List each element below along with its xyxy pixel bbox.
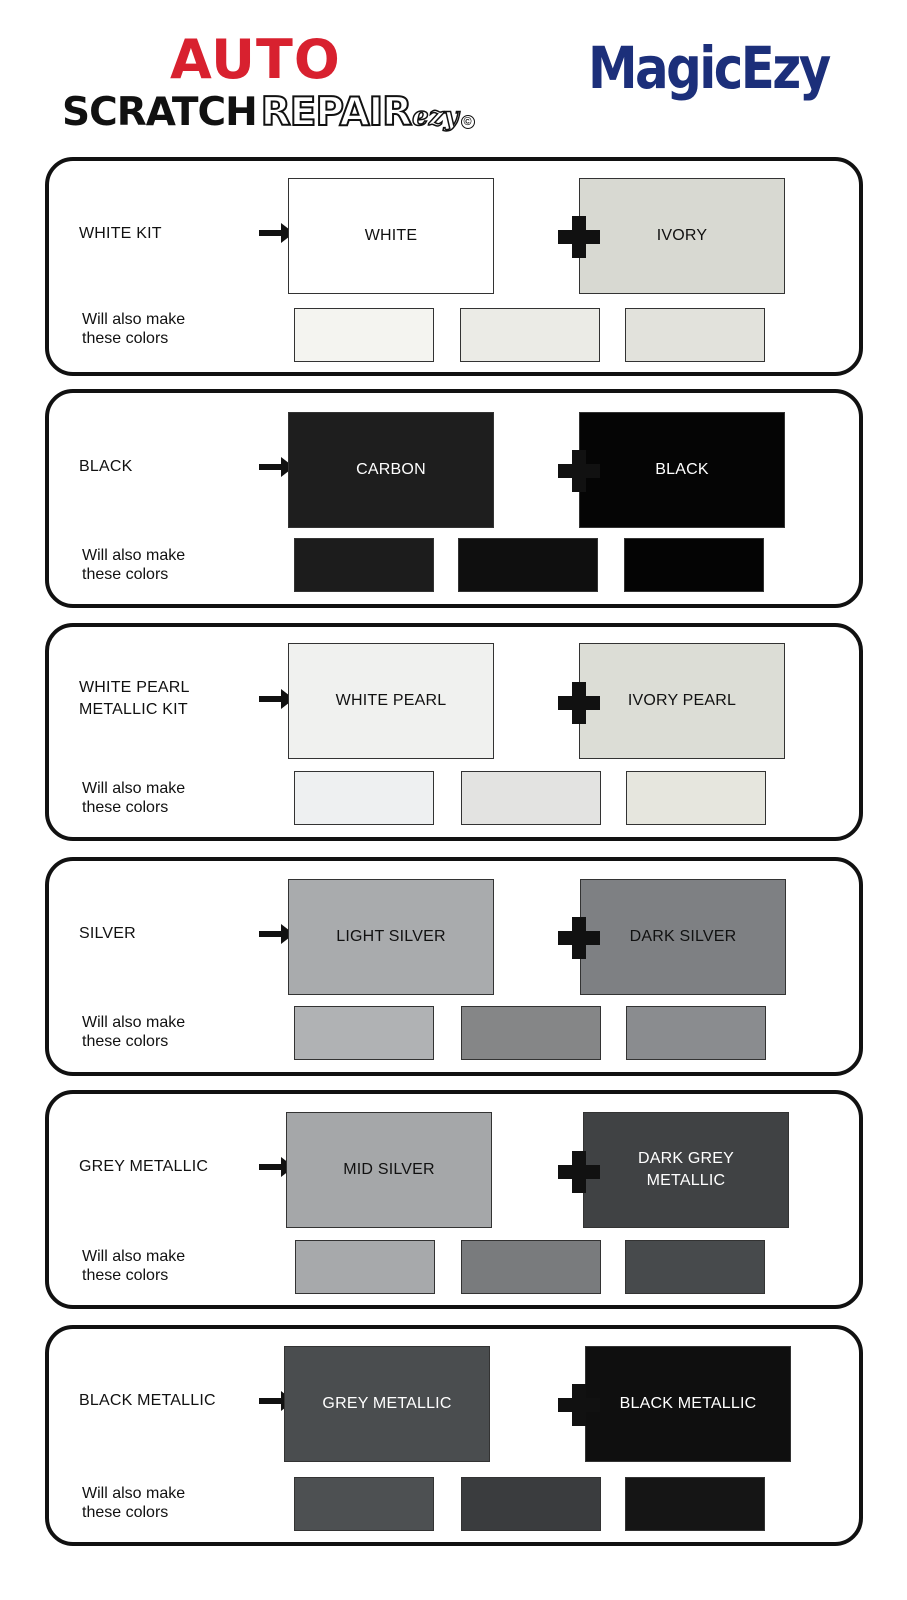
also-make-line: these colors	[82, 1267, 169, 1284]
mixed-color-swatch	[294, 308, 434, 362]
swatch-label: GREY METALLIC	[322, 1395, 452, 1412]
mixed-color-swatch	[461, 1006, 601, 1060]
brand-scratch-text: SCRATCH	[62, 90, 257, 135]
swatch-label: WHITE PEARL	[335, 692, 447, 709]
swatch-label: IVORY PEARL	[627, 692, 737, 709]
mixed-color-swatch	[461, 1240, 601, 1294]
also-make-line: these colors	[82, 566, 169, 583]
kit-panel	[45, 1090, 863, 1309]
also-make-text	[82, 1247, 185, 1285]
kit-label	[79, 1390, 216, 1412]
brand-ezy-text: ezy	[412, 102, 459, 132]
swatch-label: BLACK METALLIC	[619, 1395, 757, 1412]
mixed-color-swatch	[294, 1477, 434, 1531]
also-make-line: Will also make	[82, 311, 186, 328]
swatch-label: LIGHT SILVER	[336, 928, 446, 945]
mixed-color-swatch	[294, 1006, 434, 1060]
mixed-color-swatch	[460, 308, 600, 362]
mixed-color-swatch	[626, 1006, 766, 1060]
kit-label	[79, 923, 136, 945]
kit-label	[79, 677, 190, 721]
primary-color-swatch	[288, 178, 494, 294]
plus-icon	[558, 216, 600, 258]
brand-logo-magicezy: MagicEzy	[588, 34, 829, 102]
secondary-color-swatch	[579, 178, 785, 294]
mixed-color-swatch	[626, 771, 766, 825]
swatch-label: BLACK	[655, 461, 709, 478]
kit-panel	[45, 157, 863, 376]
primary-color-swatch	[288, 412, 494, 528]
also-make-line: Will also make	[82, 1485, 186, 1502]
secondary-color-swatch	[585, 1346, 791, 1462]
also-make-text	[82, 1013, 185, 1051]
swatch-label: CARBON	[356, 461, 426, 478]
mixed-color-swatch	[294, 771, 434, 825]
mixed-color-swatch	[461, 1477, 601, 1531]
primary-color-swatch	[288, 643, 494, 759]
swatch-label-line: DARK GREY	[637, 1150, 735, 1167]
also-make-line: Will also make	[82, 547, 186, 564]
copyright-icon: ©	[461, 115, 475, 129]
kit-panel	[45, 1325, 863, 1546]
kit-label	[79, 223, 162, 245]
also-make-line: these colors	[82, 1504, 169, 1521]
mixed-color-swatch	[458, 538, 598, 592]
brand-line2	[62, 90, 475, 135]
plus-icon	[558, 917, 600, 959]
also-make-text	[82, 546, 185, 584]
swatch-label: MID SILVER	[343, 1161, 435, 1178]
mixed-color-swatch	[625, 1477, 765, 1531]
also-make-text	[82, 1484, 185, 1522]
plus-icon	[558, 1384, 600, 1426]
primary-color-swatch	[288, 879, 494, 995]
plus-icon	[558, 682, 600, 724]
swatch-label-line: METALLIC	[646, 1172, 726, 1189]
primary-color-swatch	[286, 1112, 492, 1228]
mixed-color-swatch	[625, 308, 765, 362]
plus-icon	[558, 450, 600, 492]
also-make-line: Will also make	[82, 1248, 186, 1265]
kit-panel	[45, 623, 863, 841]
mixed-color-swatch	[461, 771, 601, 825]
kit-label-line: GREY METALLIC	[79, 1158, 209, 1175]
kit-panel	[45, 389, 863, 608]
kit-label-line: WHITE KIT	[79, 225, 162, 242]
also-make-line: Will also make	[82, 1014, 186, 1031]
also-make-line: Will also make	[82, 780, 186, 797]
also-make-line: these colors	[82, 799, 169, 816]
plus-icon	[558, 1151, 600, 1193]
also-make-line: these colors	[82, 1033, 169, 1050]
kit-label	[79, 1156, 208, 1178]
also-make-line: these colors	[82, 330, 169, 347]
also-make-text	[82, 779, 185, 817]
swatch-label: IVORY	[656, 227, 708, 244]
brand-logo-auto-scratch-repair	[62, 28, 472, 148]
also-make-text	[82, 310, 185, 348]
kit-label-line: METALLIC KIT	[79, 701, 188, 718]
secondary-color-swatch	[579, 412, 785, 528]
swatch-label: DARK SILVER	[629, 928, 737, 945]
swatch-label: WHITE	[364, 227, 418, 244]
mixed-color-swatch	[294, 538, 434, 592]
kit-label-line: BLACK METALLIC	[79, 1392, 216, 1409]
kit-label-line: WHITE PEARL	[79, 679, 190, 696]
mixed-color-swatch	[624, 538, 764, 592]
mixed-color-swatch	[295, 1240, 435, 1294]
kit-label	[79, 456, 132, 478]
kit-panel	[45, 857, 863, 1076]
secondary-color-swatch	[583, 1112, 789, 1228]
mixed-color-swatch	[625, 1240, 765, 1294]
secondary-color-swatch	[580, 879, 786, 995]
kit-label-line: BLACK	[79, 458, 133, 475]
brand-auto-text: AUTO	[170, 28, 341, 91]
primary-color-swatch	[284, 1346, 490, 1462]
brand-repair-text: REPAIR	[260, 90, 412, 135]
secondary-color-swatch	[579, 643, 785, 759]
kit-label-line: SILVER	[79, 925, 136, 942]
